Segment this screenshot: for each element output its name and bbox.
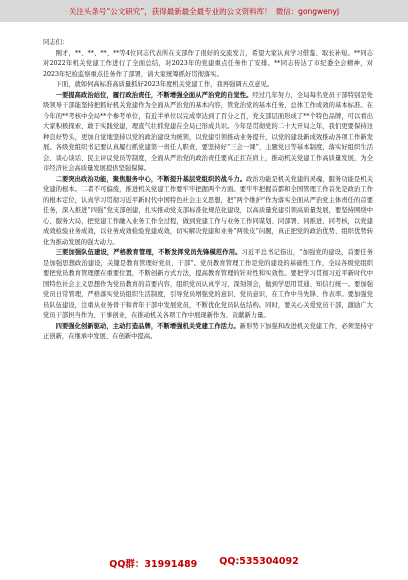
- greeting: 同志们：: [43, 39, 69, 46]
- paragraph: [43, 91, 373, 175]
- banner-wechat: 微信：gongwenyj: [275, 6, 340, 16]
- paragraph-heading: 一要提高政治站位，履行政治责任，不断增强全面从严治党的自觉性。: [55, 91, 253, 99]
- qq-contact: QQ:535304092: [219, 556, 299, 567]
- paragraph-text: 新形势下加强和改进机关党建工作，必须坚持守正创新，在继承中发展、在创新中提高。: [43, 322, 374, 340]
- paragraph: [43, 248, 373, 322]
- paragraph-text: 经过几年努力，全局每名党员干部特别是处级领导干部能坚持把抓好机关党建作为全面从严治党的基本内容，管党治党的基本任务、总体工作成效的基本标准。在今年的**考核中全局**个参考单位，有近半单位以完成率达到了百分之百，党支部层面形成了**个特色品牌，可以看出大家积极探索、敢于实践党建，理直气壮抓党建在全局已形成共识。今年是贯彻党的二十大开局之年，我们更要保持这种良好势头，更加自觉地坚持以党的政治建设为统领，以党建引领推动业务提升，以党的建设新成效推动各项工作新发展。各级党组织书记要认真履行抓党建第一责任人职责，要坚持好“三会一课”、主题党日等基本制度，落实好组织生活会、谈心谈话、民主评议党员等制度，全面从严治党的政治责任要真正扛在肩上，推动机关党建工作高质量发展，为全市经济社会高质量发展提供坚强保障。: [43, 91, 374, 172]
- top-banner: [0, 0, 408, 22]
- paragraph-text: 下面，就如何高标准高质量抓好2023年度机关党建工作，我再强调五点意见。: [55, 81, 274, 88]
- paragraph: [43, 49, 373, 81]
- paragraph-heading: 三要加强队伍建设，严格教育管理，不断发挥党员先锋模范作用。: [55, 249, 242, 256]
- paragraph-text: 政治功能是机关党建的灵魂，服务功能是机关党建的根本。二者不可偏废，推进机关党建工作要牢牢把握两个方面。要牢牢把握首都和全国管理工作首先是政治工作的根本定位，认真学习贯彻习近平新时代中国特色社会主义思想，把“两个维护”作为落实全面从严治党主体责任的首要任务，深入推进“四强”党支部创建，扎实推动党支部标准化规范化建设，以高质量党建引领高质量发展，要坚持围绕中心、服务大局，把党建工作融入业务工作全过程，做到党建工作与业务工作同谋划、同部署、同推进、同考核，以党建成效检验业务成效，以业务成效检验党建成效，切实解决党建和业务“两张皮”问题，真正把党的政治优势、组织优势转化为推动发展的强大动力。: [43, 175, 374, 246]
- paragraph-text: 习近平总书记指出，“加强党的建设，首要任务是加强思想政治建设，关键是教育管理好党员、干部”。党员教育管理工作是党的建设的基础性工作，全局各级党组织要把党员教育管理摆在重要位置，不断创新方式方法，提高教育管理的针对性和实效性。要把学习贯彻习近平新时代中国特色社会主义思想作为党员教育的首要内容，组织党员认真学习、深刻领会，做到学思用贯通、知信行统一。要加强党员日常管理，严格落实党员组织生活制度，引导党员增强党的意识、党员意识，在工作中当先锋、作表率。要加强党员队伍建设，注重从业务骨干和青年干部中发展党员，不断优化党员队伍结构。同时，要关心关爱党员干部，激励广大党员干部担当作为、干事创业，在推动机关各项工作中展现新作为、贡献新力量。: [43, 249, 373, 319]
- qq-group: QQ群：31991489: [109, 559, 198, 570]
- paragraph-text: 刚才，**、**、**、**等4位同志代表所在支部作了很好的交流发言，希望大家认真学习借鉴、取长补短。**同志对2022年机关党建工作进行了全面总结，对2023年的党建重点任务作了安排。**同志传达了市纪委全会精神，对2023年纪检监察重点任务作了部署，请大家统筹抓好贯彻落实。: [43, 49, 373, 78]
- document-body: [43, 38, 373, 343]
- paragraph: [43, 80, 373, 91]
- footer: [0, 556, 408, 570]
- paragraph: [43, 175, 373, 249]
- paragraph-heading: 四要强化创新驱动，主动打造品牌，不断增强机关党建工作活力。: [55, 322, 240, 330]
- paragraph-heading: 二要突出政治功能，聚焦服务中心，不断提升基层党组织的战斗力。: [55, 175, 247, 183]
- paragraph-list: [43, 49, 373, 343]
- paragraph: [43, 322, 373, 343]
- banner-text: 关注头条号“公文研究”，获得最新最全最专业的公文资料库！: [68, 6, 272, 16]
